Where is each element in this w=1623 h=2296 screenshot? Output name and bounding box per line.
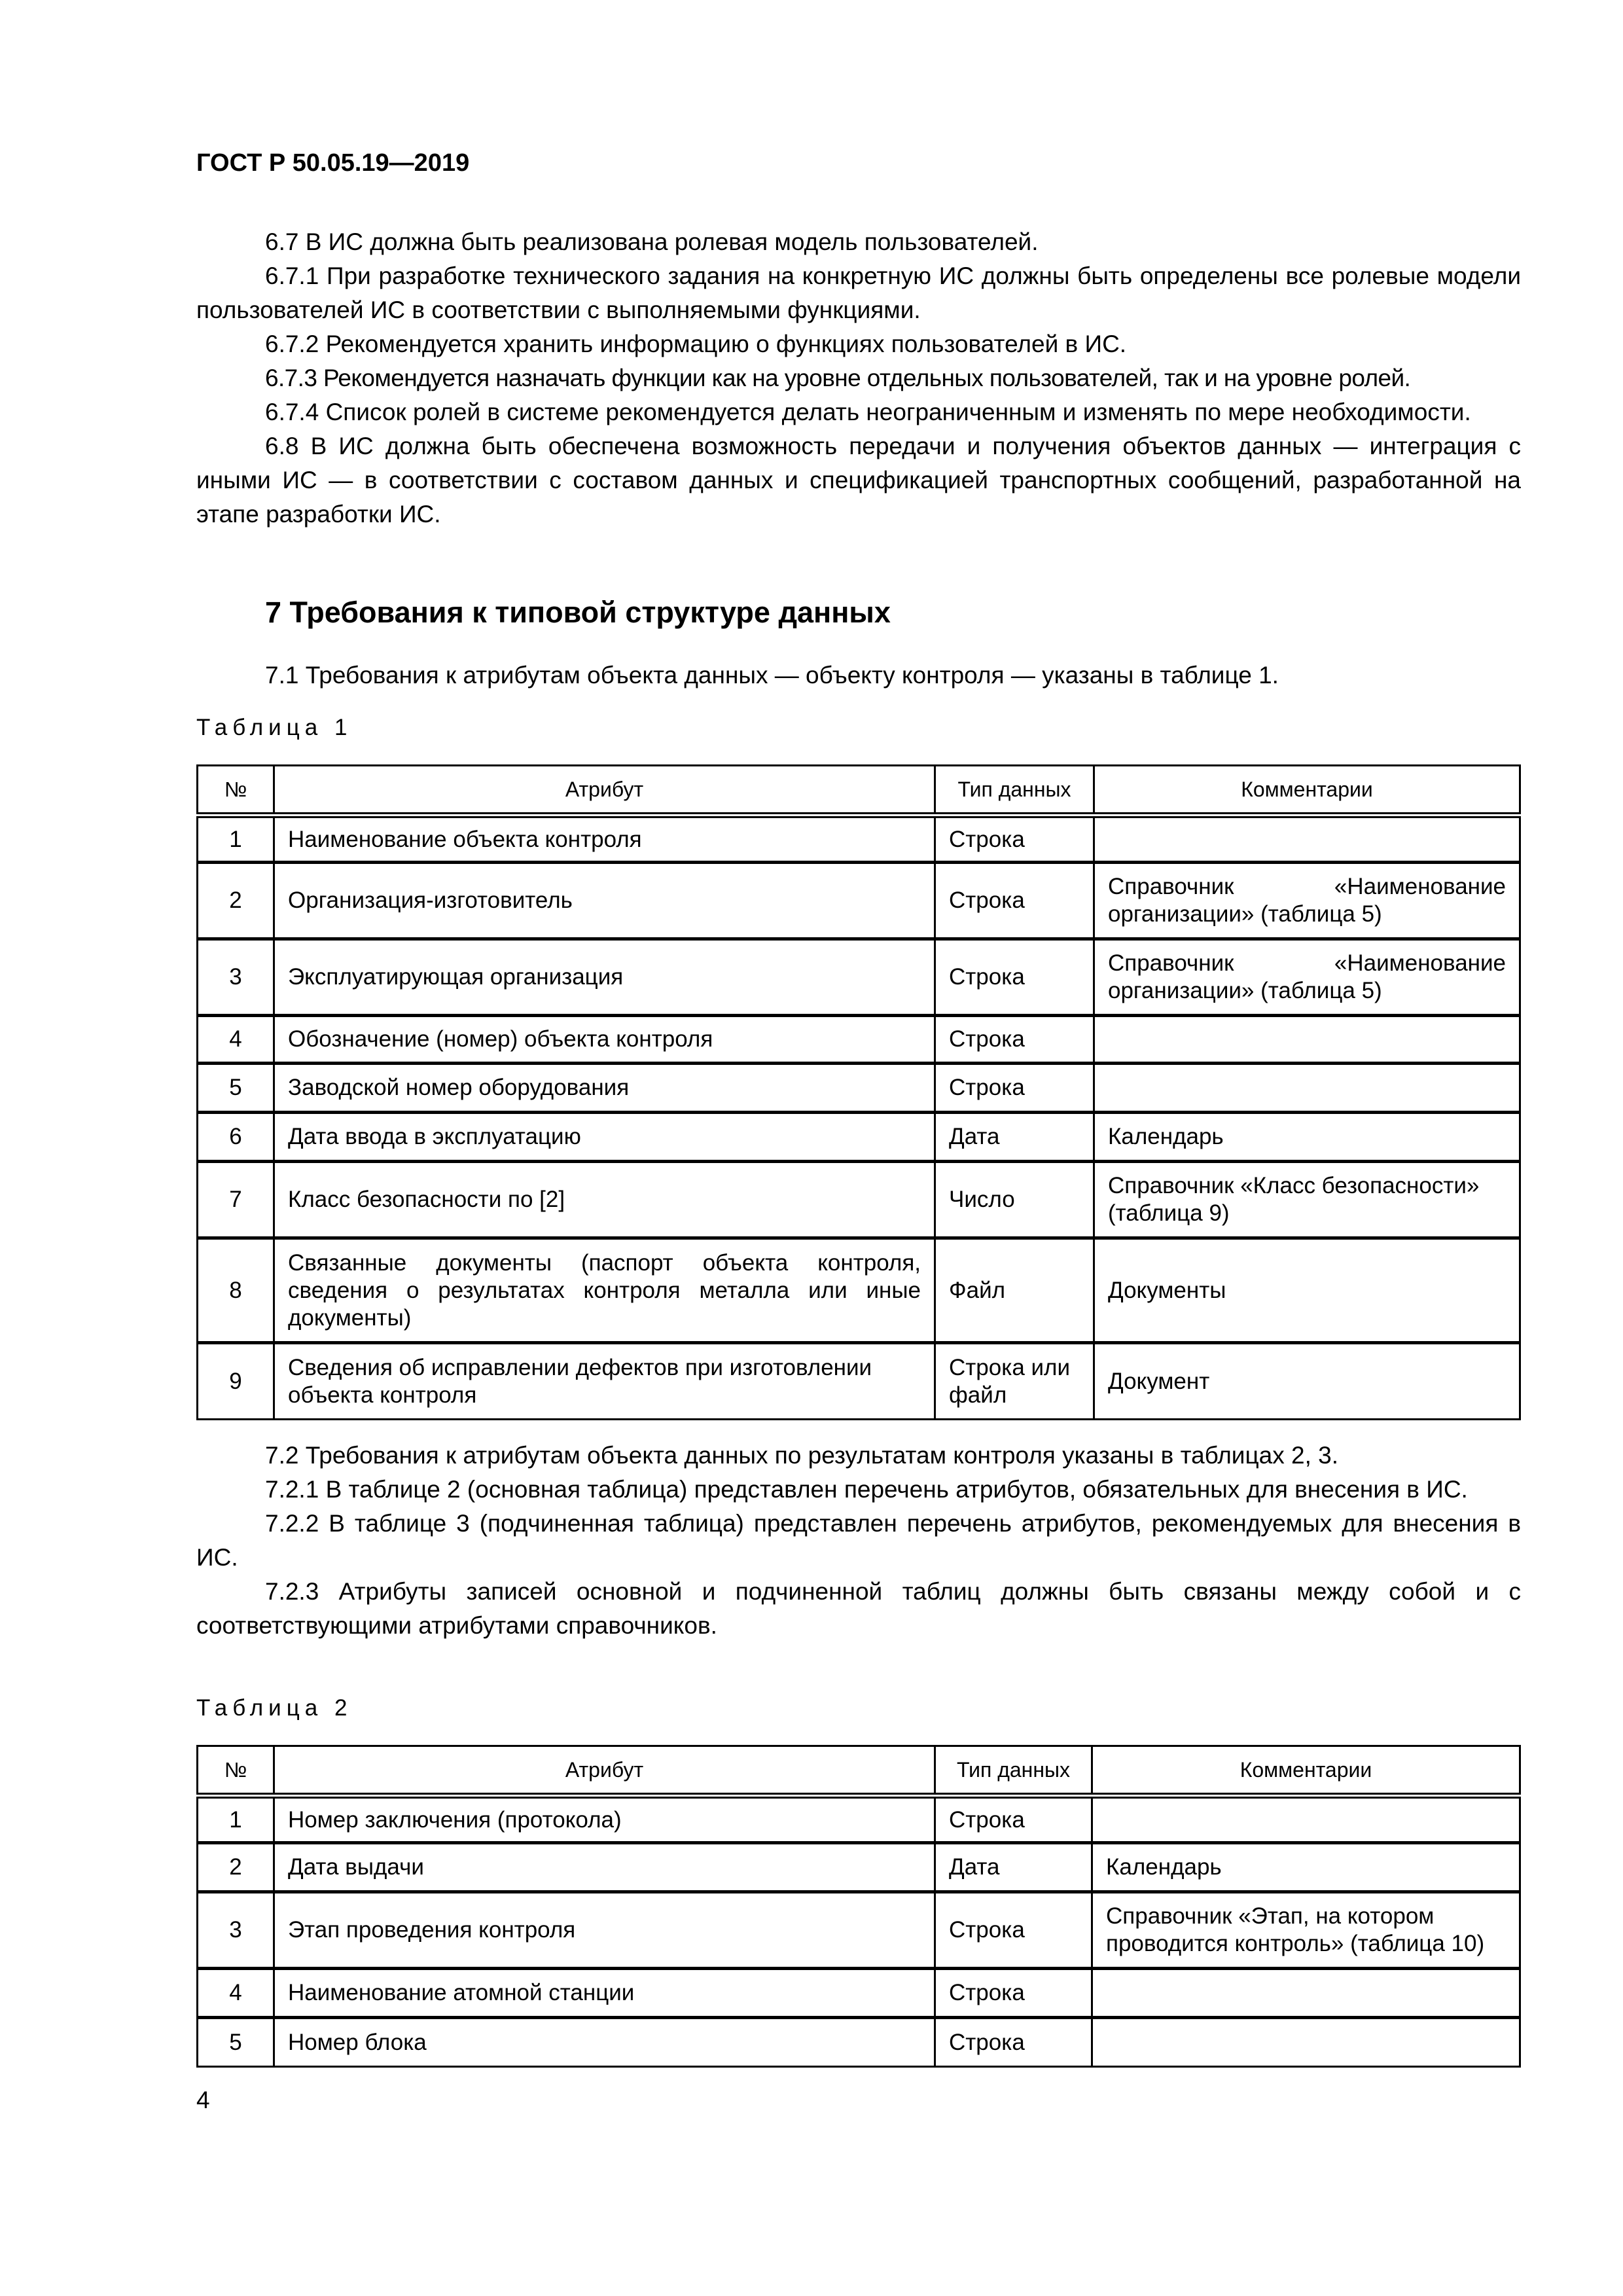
cell-attribute: Номер заключения (протокола) [274, 1796, 935, 1843]
table-row [198, 939, 1520, 1016]
cell-data-type: Строка или файл [935, 1343, 1094, 1420]
column-header-comments: Комментарии [1092, 1746, 1520, 1796]
cell-comment: Справочник «Наименование организации» (таблица 5) [1094, 863, 1520, 939]
cell-comment: Документ [1094, 1343, 1520, 1420]
cell-attribute: Наименование объекта контроля [274, 816, 935, 863]
cell-number: 3 [198, 1892, 274, 1969]
paragraph-6-7-3: 6.7.3 Рекомендуется назначать функции как на уровне отдельных пользователей, так и на уровне ролей. [265, 365, 1411, 391]
cell-data-type: Строка [935, 1969, 1092, 2018]
section-7-heading: 7 Требования к типовой структуре данных [265, 596, 891, 629]
table-row [198, 1016, 1520, 1064]
table-row [198, 1238, 1520, 1343]
cell-data-type: Строка [935, 1016, 1094, 1064]
paragraph-6-7: 6.7 В ИС должна быть реализована ролевая модель пользователей. [265, 228, 1039, 255]
table-1-caption: Таблица 1 [196, 715, 353, 740]
table-row [198, 1969, 1520, 2018]
document-id: ГОСТ Р 50.05.19—2019 [196, 149, 470, 177]
section-7-intro [196, 658, 1521, 692]
table-header-row [198, 766, 1520, 816]
table-row [198, 1343, 1520, 1420]
cell-data-type: Строка [935, 1796, 1092, 1843]
cell-comment: Справочник «Наименование организации» (таблица 5) [1094, 939, 1520, 1016]
cell-data-type: Строка [935, 816, 1094, 863]
table-row [198, 1892, 1520, 1969]
cell-number: 1 [198, 816, 274, 863]
cell-data-type: Строка [935, 1064, 1094, 1113]
cell-attribute: Организация-изготовитель [274, 863, 935, 939]
paragraph-7-2-3: 7.2.3 Атрибуты записей основной и подчиненной таблиц должны быть связаны между собой и с соответствующими атрибутами справочников. [196, 1578, 1521, 1639]
table-row [198, 1113, 1520, 1162]
cell-attribute: Обозначение (номер) объекта контроля [274, 1016, 935, 1064]
cell-number: 1 [198, 1796, 274, 1843]
table-row [198, 863, 1520, 939]
cell-data-type: Дата [935, 1113, 1094, 1162]
section-6-text [196, 225, 1521, 531]
section-7-2-text [196, 1439, 1521, 1643]
cell-data-type: Число [935, 1162, 1094, 1238]
cell-attribute: Дата выдачи [274, 1843, 935, 1892]
cell-number: 2 [198, 863, 274, 939]
cell-number: 6 [198, 1113, 274, 1162]
column-header-number: № [198, 1746, 274, 1796]
column-header-data-type: Тип данных [935, 766, 1094, 816]
cell-number: 5 [198, 1064, 274, 1113]
cell-number: 5 [198, 2018, 274, 2067]
cell-comment: Справочник «Класс безопасности» (таблица 9) [1094, 1162, 1520, 1238]
column-header-attribute: Атрибут [274, 766, 935, 816]
cell-comment [1094, 816, 1520, 863]
cell-data-type: Строка [935, 1892, 1092, 1969]
cell-comment [1092, 2018, 1520, 2067]
cell-data-type: Файл [935, 1238, 1094, 1343]
cell-comment: Справочник «Этап, на котором проводится контроль» (таблица 10) [1092, 1892, 1520, 1969]
paragraph-6-7-4: 6.7.4 Список ролей в системе рекомендуется делать неограниченным и изменять по мере необходимости. [265, 399, 1471, 425]
page-number: 4 [196, 2087, 210, 2113]
table-row [198, 2018, 1520, 2067]
cell-number: 8 [198, 1238, 274, 1343]
paragraph-7-2: 7.2 Требования к атрибутам объекта данных по результатам контроля указаны в таблицах 2, 3. [265, 1442, 1339, 1469]
paragraph-6-7-1: 6.7.1 При разработке технического задания на конкретную ИС должны быть определены все ролевые модели пользователей ИС в соответствии с выполняемыми функциями. [196, 262, 1521, 323]
column-header-comments: Комментарии [1094, 766, 1520, 816]
paragraph-7-2-1: 7.2.1 В таблице 2 (основная таблица) представлен перечень атрибутов, обязательных для внесения в ИС. [265, 1476, 1468, 1503]
paragraph-6-8: 6.8 В ИС должна быть обеспечена возможность передачи и получения объектов данных — интеграция с иными ИС — в соответствии с составом данных и спецификацией транспортных сообщений, разработанной на этапе разработки ИС. [196, 433, 1521, 528]
table-2-caption: Таблица 2 [196, 1695, 353, 1721]
cell-comment [1094, 1064, 1520, 1113]
cell-number: 2 [198, 1843, 274, 1892]
cell-number: 4 [198, 1016, 274, 1064]
cell-comment: Календарь [1094, 1113, 1520, 1162]
cell-data-type: Строка [935, 939, 1094, 1016]
table-row [198, 1162, 1520, 1238]
table-2 [196, 1745, 1521, 2068]
column-header-data-type: Тип данных [935, 1746, 1092, 1796]
cell-number: 3 [198, 939, 274, 1016]
cell-attribute: Сведения об исправлении дефектов при изготовлении объекта контроля [274, 1343, 935, 1420]
cell-comment [1094, 1016, 1520, 1064]
cell-data-type: Строка [935, 863, 1094, 939]
paragraph-7-2-2: 7.2.2 В таблице 3 (подчиненная таблица) представлен перечень атрибутов, рекомендуемых для внесения в ИС. [196, 1510, 1521, 1571]
column-header-number: № [198, 766, 274, 816]
table-row [198, 816, 1520, 863]
table-row [198, 1843, 1520, 1892]
cell-number: 7 [198, 1162, 274, 1238]
paragraph-6-7-2: 6.7.2 Рекомендуется хранить информацию о функциях пользователей в ИС. [265, 331, 1127, 357]
table-header-row [198, 1746, 1520, 1796]
cell-attribute: Класс безопасности по [2] [274, 1162, 935, 1238]
table-1 [196, 764, 1521, 1420]
table-row [198, 1796, 1520, 1843]
table-row [198, 1064, 1520, 1113]
cell-comment [1092, 1969, 1520, 2018]
column-header-attribute: Атрибут [274, 1746, 935, 1796]
cell-attribute: Наименование атомной станции [274, 1969, 935, 2018]
cell-comment: Документы [1094, 1238, 1520, 1343]
cell-number: 4 [198, 1969, 274, 2018]
cell-attribute: Этап проведения контроля [274, 1892, 935, 1969]
cell-comment [1092, 1796, 1520, 1843]
cell-comment: Календарь [1092, 1843, 1520, 1892]
paragraph-7-1: 7.1 Требования к атрибутам объекта данных — объекту контроля — указаны в таблице 1. [265, 662, 1279, 689]
cell-attribute: Номер блока [274, 2018, 935, 2067]
cell-attribute: Дата ввода в эксплуатацию [274, 1113, 935, 1162]
cell-attribute: Связанные документы (паспорт объекта контроля, сведения о результатах контроля металла или иные документы) [274, 1238, 935, 1343]
cell-number: 9 [198, 1343, 274, 1420]
cell-data-type: Дата [935, 1843, 1092, 1892]
cell-attribute: Заводской номер оборудования [274, 1064, 935, 1113]
cell-attribute: Эксплуатирующая организация [274, 939, 935, 1016]
cell-data-type: Строка [935, 2018, 1092, 2067]
